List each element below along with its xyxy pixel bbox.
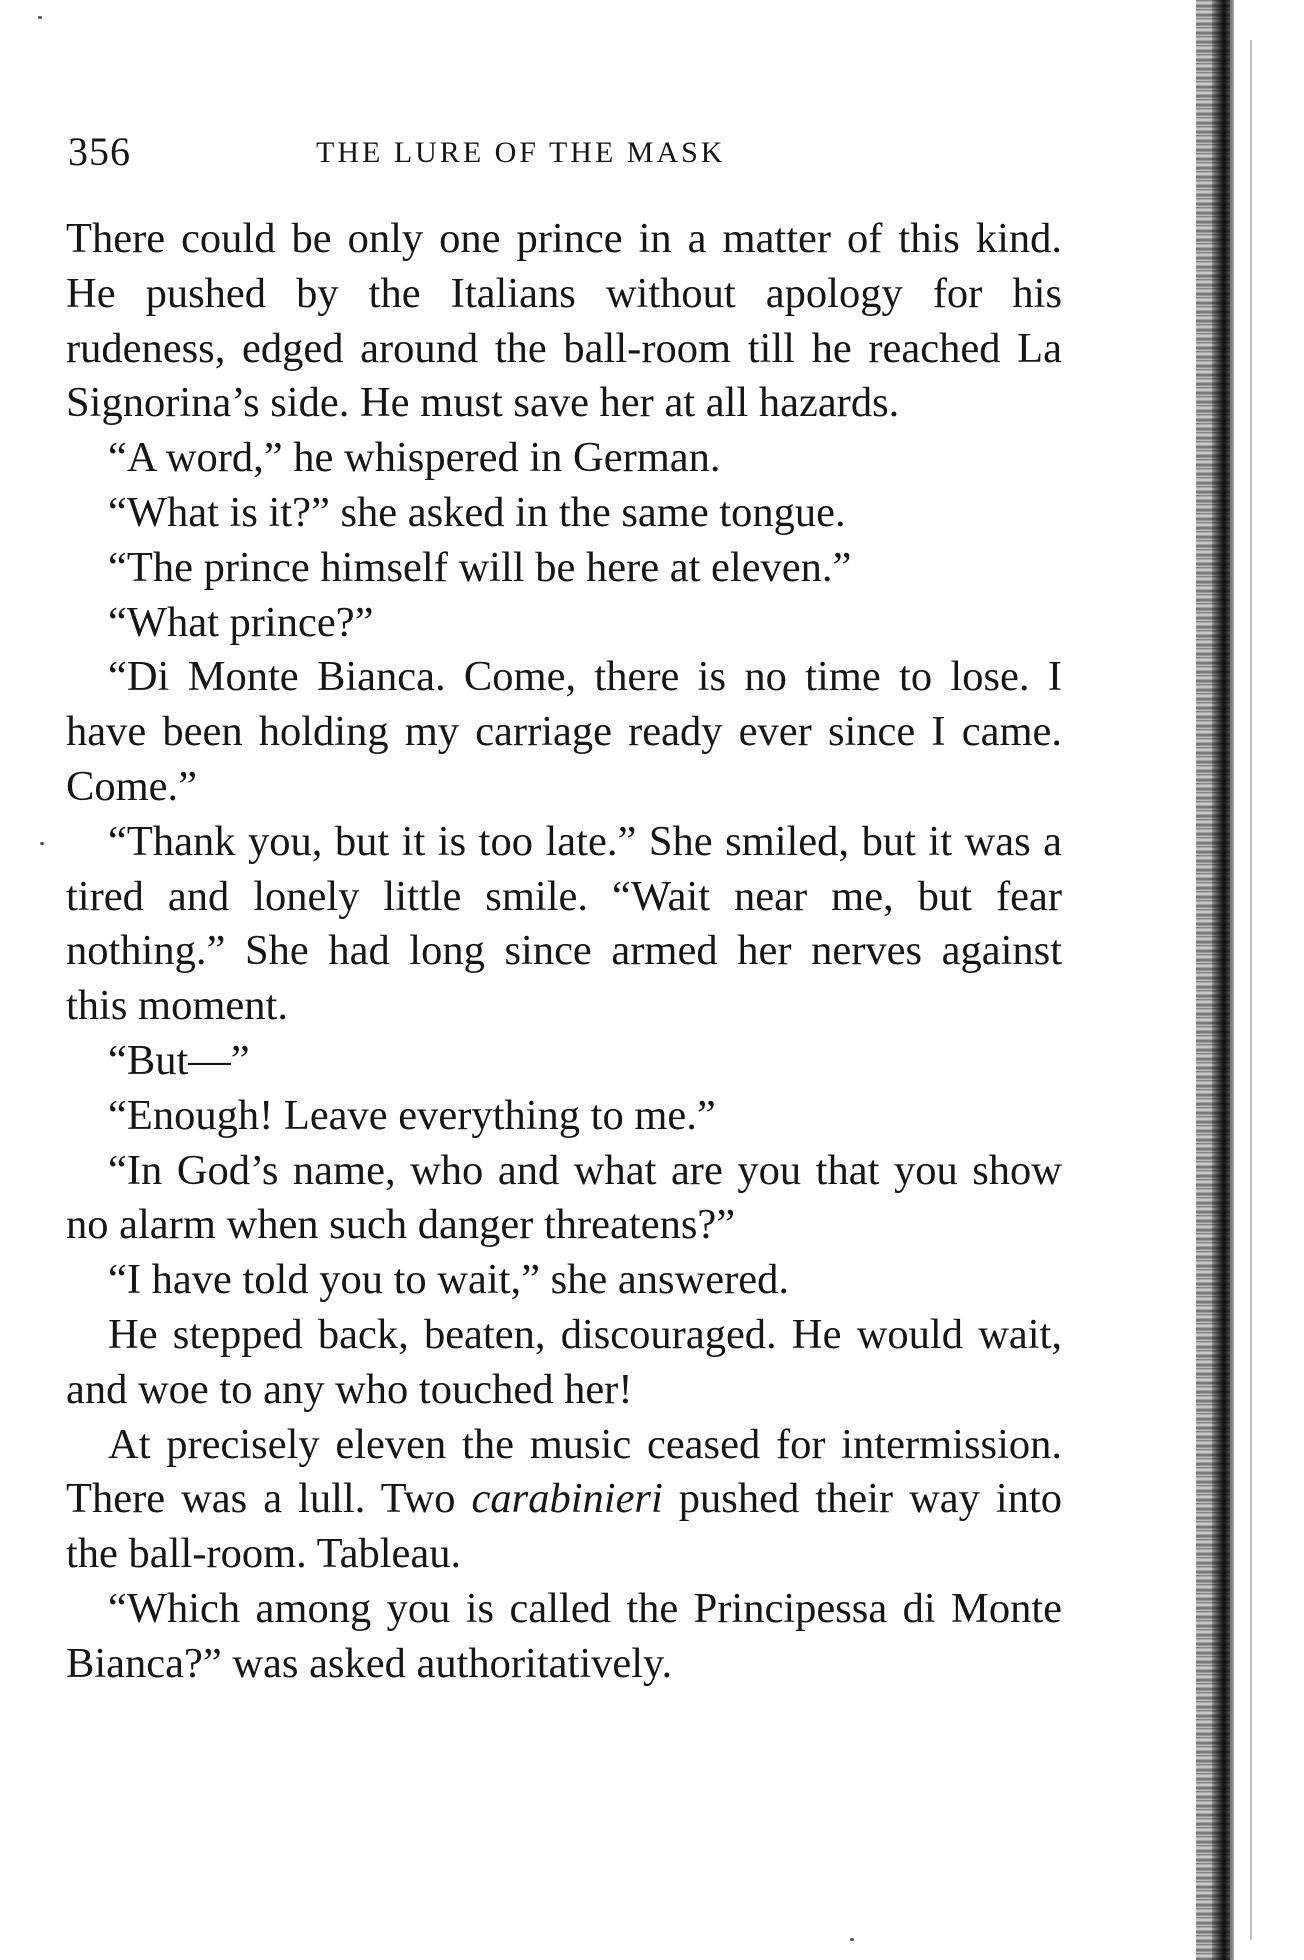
paragraph: “I have told you to wait,” she answered. — [108, 1256, 789, 1304]
paragraph: “A word,” he whispered in German. — [108, 434, 721, 482]
paragraph: “Thank you, but it is too late.” She smiled, but it was a tired and lonely little smile. “Wait near me, but fear nothing.” She had long since armed her nerves against this moment. — [66, 817, 1062, 1030]
paragraph: “What prince?” — [108, 598, 374, 646]
page-number: 356 — [68, 129, 131, 174]
paragraph: “Di Monte Bianca. Come, there is no time to lose. I have been holding my carriage ready ever since I came. Come.” — [66, 653, 1062, 810]
binding-shadow — [1212, 0, 1234, 1960]
paper-speck — [850, 1938, 854, 1941]
binding-line — [1250, 40, 1252, 1940]
paragraph: “Which among you is called the Principessa di Monte Bianca?” was asked authoritatively. — [66, 1584, 1062, 1687]
running-title: THE LURE OF THE MASK — [316, 136, 726, 169]
body-text — [66, 212, 1062, 1692]
paragraph: “Enough! Leave everything to me.” — [108, 1091, 716, 1139]
paragraph: “What is it?” she asked in the same tongue. — [108, 488, 846, 536]
page-header — [68, 128, 1058, 178]
paper-speck — [40, 842, 44, 845]
paragraph: He stepped back, beaten, discouraged. He would wait, and woe to any who touched her! — [66, 1310, 1062, 1413]
paragraph: “The prince himself will be here at eleven.” — [108, 543, 852, 591]
paragraph: “In God’s name, who and what are you that you show no alarm when such danger threatens?” — [66, 1146, 1062, 1249]
paper-speck — [38, 16, 42, 19]
italic-word: carabinieri — [471, 1475, 663, 1523]
paragraph-intermission: At precisely eleven the music ceased for intermission. There was a lull. Two carabinieri pushed their way into the ball-room. Tableau. — [66, 1420, 1063, 1578]
paragraph: “But—” — [108, 1036, 250, 1084]
paragraph: There could be only one prince in a matter of this kind. He pushed by the Italians without apology for his rudeness, edged around the ball-room till he reached La Signorina’s side. He must save her at all hazards. — [66, 215, 1062, 427]
